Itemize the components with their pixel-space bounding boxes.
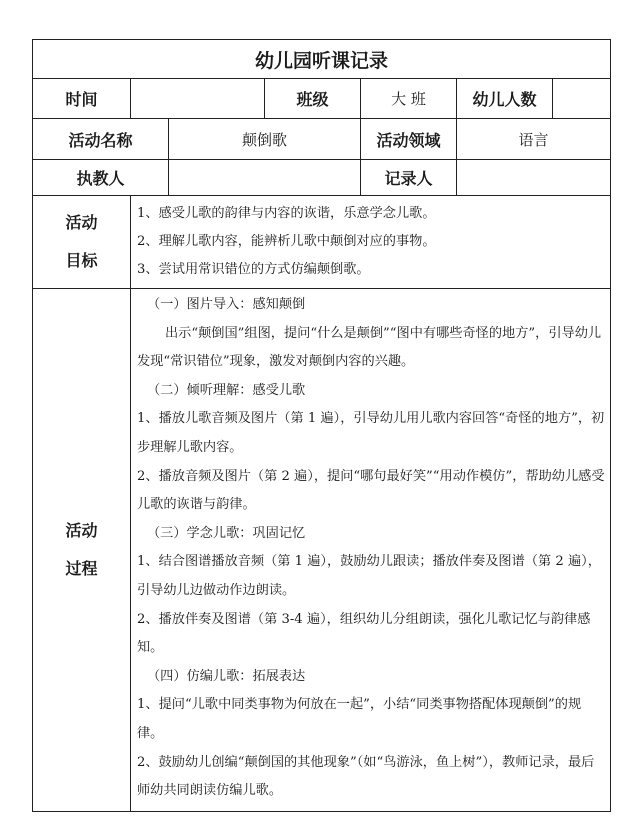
- child-count-label: 幼儿人数: [457, 79, 553, 119]
- teacher-label: 执教人: [33, 160, 169, 196]
- class-label: 班级: [265, 79, 361, 119]
- record-sheet: [32, 39, 610, 812]
- section-paragraph: 1、播放儿歌音频及图片（第 1 遍），引导幼儿用儿歌内容回答“奇怪的地方”，初步理解儿歌内容。: [137, 411, 605, 455]
- time-label: 时间: [33, 79, 131, 119]
- class-value: 大 班: [361, 79, 457, 119]
- activity-domain-value: 语言: [457, 119, 611, 160]
- activity-name-label: 活动名称: [33, 119, 169, 160]
- section-heading: （二）倾听理解：感受儿歌: [147, 382, 306, 398]
- process-label-line2: 过程: [65, 559, 98, 578]
- section-paragraph: 2、播放音频及图片（第 2 遍），提问“哪句最好笑”“用动作模仿”，帮助幼儿感受儿歌的诙谐与韵律。: [137, 468, 605, 513]
- goal-item: 2、理解儿歌内容，能辨析儿歌中颠倒对应的事物。: [137, 234, 436, 249]
- section-paragraph: 2、鼓励幼儿创编“颠倒国的其他现象”（如“鸟游泳，鱼上树”），教师记录，最后师幼共同朗读仿编儿歌。: [137, 754, 595, 799]
- goal-item: 1、感受儿歌的韵律与内容的诙谐，乐意学念儿歌。: [137, 206, 436, 221]
- section-heading: （四）仿编儿歌：拓展表达: [147, 668, 306, 684]
- section-paragraph: 1、提问“儿歌中同类事物为何放在一起”，小结“同类事物搭配体现颠倒”的规律。: [137, 697, 582, 741]
- recorder-value: [457, 160, 611, 196]
- recorder-label: 记录人: [361, 160, 457, 196]
- goals-label-line2: 目标: [65, 251, 98, 270]
- child-count-value: [553, 79, 611, 119]
- process-content: [131, 289, 611, 812]
- section-paragraph: 1、结合图谱播放音频（第 1 遍），鼓励幼儿跟读；播放伴奏及图谱（第 2 遍），引导幼儿边做动作边朗读。: [137, 554, 601, 598]
- process-label-line1: 活动: [65, 521, 98, 540]
- section-heading: （三）学念儿歌：巩固记忆: [147, 525, 306, 541]
- time-value: [131, 79, 265, 119]
- section-heading: （一）图片导入：感知颠倒: [147, 297, 306, 312]
- activity-domain-label: 活动领域: [361, 119, 457, 160]
- activity-name-value: 颠倒歌: [169, 119, 361, 160]
- goals-content: [131, 196, 611, 289]
- teacher-value: [169, 160, 361, 196]
- page-title: 幼儿园听课记录: [33, 40, 611, 79]
- goal-item: 3、尝试用常识错位的方式仿编颠倒歌。: [137, 262, 370, 277]
- section-paragraph: 出示“颠倒国”组图，提问“什么是颠倒”“图中有哪些奇怪的地方”，引导幼儿发现“常识错位”现象，激发对颠倒内容的兴趣。: [137, 325, 602, 370]
- goals-label-line1: 活动: [65, 213, 98, 232]
- process-label: [33, 289, 131, 812]
- goals-label: [33, 196, 131, 289]
- section-paragraph: 2、播放伴奏及图谱（第 3-4 遍），组织幼儿分组朗读，强化儿歌记忆与韵律感知。: [137, 611, 591, 656]
- record-table: [32, 39, 611, 812]
